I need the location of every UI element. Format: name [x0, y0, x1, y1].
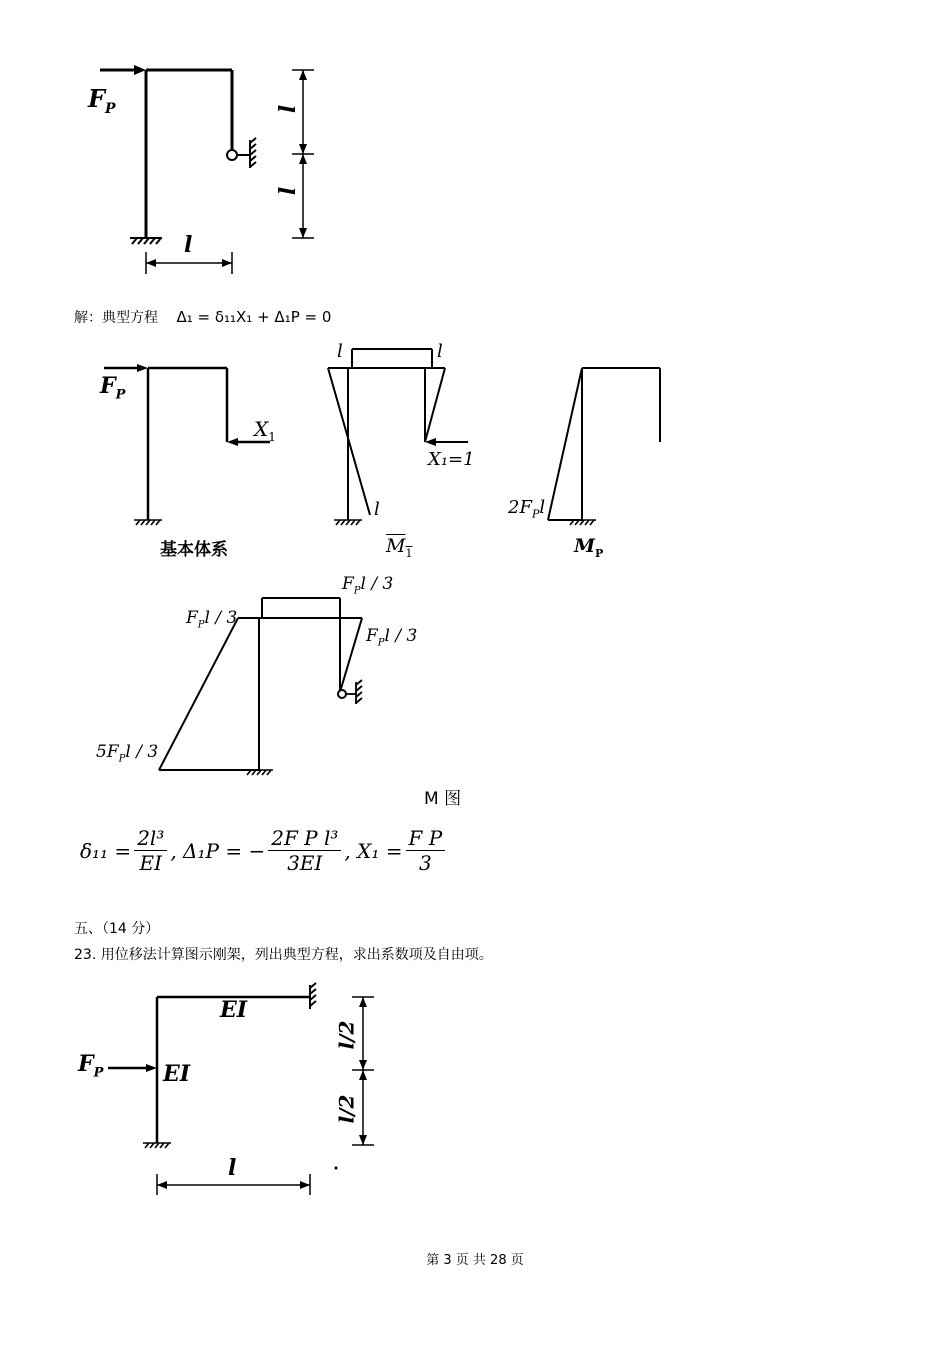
diagrams-basic-m1-mp	[0, 335, 950, 565]
m1-caption: $M_1$	[386, 535, 413, 560]
figure-1-frame	[0, 0, 950, 290]
m-base-label: $5F_Pl / 3$	[96, 742, 159, 765]
m1-load-label: X₁=1	[428, 449, 475, 470]
page-footer: 第 3 页 共 28 页	[426, 1253, 524, 1268]
frame-diagram-4	[0, 975, 950, 1200]
force-label: $F_P$	[88, 84, 116, 117]
figure-2-group	[0, 335, 950, 565]
frame-diagram-1	[0, 0, 950, 290]
basic-force-label: $F_P$	[100, 373, 126, 403]
ei-left-label: EI	[163, 1061, 191, 1087]
final-moment-diagram	[0, 570, 950, 810]
typical-equation: Δ₁ = δ₁₁X₁ + Δ₁P = 0	[176, 308, 332, 326]
dim-width-label: l	[184, 232, 193, 258]
m-right-label: $F_Pl / 3$	[366, 626, 418, 649]
m1-bottom: l	[374, 499, 380, 520]
delta1p-lhs: , Δ₁P = −	[170, 838, 266, 863]
delta1p-fraction: $\frac{\text{2F P l³}}{3EI}$	[268, 826, 341, 875]
figure-3-m-diagram	[0, 570, 950, 810]
results-equation	[80, 826, 448, 875]
fig4-dim-bottom: l/2	[334, 1094, 359, 1124]
question-23: 23. 用位移法计算图示刚架，列出典型方程，求出系数项及自由项。	[74, 947, 493, 963]
solution-prefix: 解：典型方程	[74, 310, 158, 326]
fig4-force-label: $F_P$	[78, 1051, 104, 1081]
basic-unknown-label: $X_1$	[254, 417, 276, 444]
delta11-fraction: $\frac{\text{2l³}}{EI}$	[134, 826, 167, 875]
mp-caption: $M_P$	[574, 535, 604, 560]
m1-top-right: l	[437, 341, 443, 362]
dim-top-label: l	[275, 104, 302, 114]
m1-top-left: l	[337, 341, 343, 362]
fig4-dim-width: l	[228, 1155, 237, 1181]
fig4-dim-top: l/2	[334, 1020, 359, 1050]
mp-base-label: $2F_Pl$	[508, 497, 546, 521]
dim-bottom-label: l	[275, 186, 302, 196]
m-top-label: $F_Pl / 3$	[342, 574, 394, 597]
x1-lhs: , X₁ =	[344, 838, 403, 863]
solution-line	[74, 307, 331, 327]
section-heading: 五、（14 分）	[74, 921, 160, 937]
figure-4-frame	[0, 975, 950, 1200]
m-left-label: $F_Pl / 3$	[186, 608, 238, 631]
delta11-lhs: δ₁₁ =	[80, 838, 132, 863]
ei-top-label: EI	[220, 997, 248, 1023]
m-caption: M 图	[424, 789, 462, 809]
basic-caption: 基本体系	[160, 540, 228, 560]
x1-fraction: $\frac{\text{F P}}{3}$	[406, 826, 446, 875]
